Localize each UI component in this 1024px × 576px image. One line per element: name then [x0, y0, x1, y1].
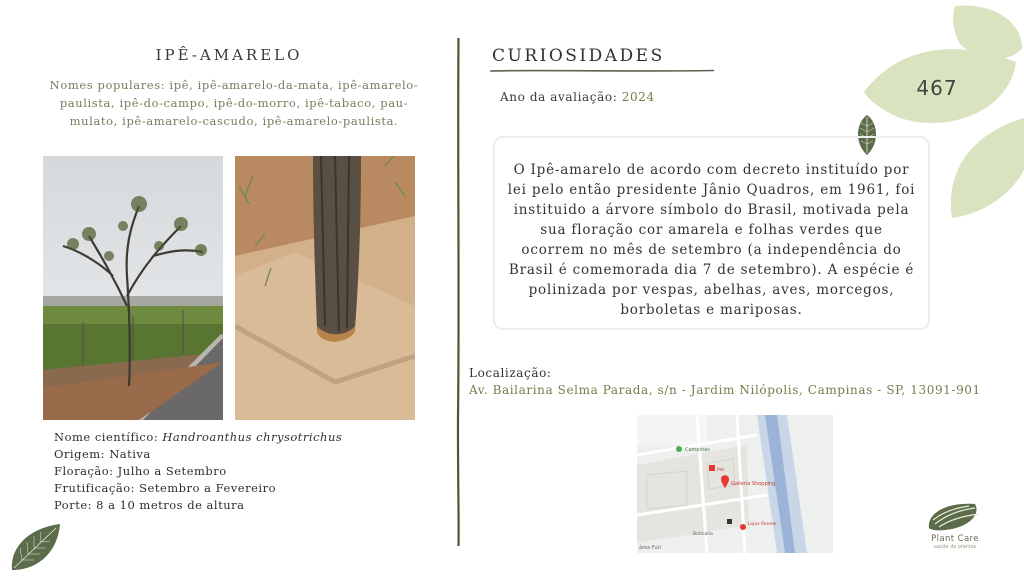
- logo-leaf-icon: [925, 500, 985, 532]
- map-pin-store-icon: [709, 465, 715, 471]
- curiosities-title: CURIOSIDADES: [492, 46, 665, 66]
- page-number: 467: [916, 76, 958, 100]
- species-facts: [54, 429, 342, 514]
- curiosity-text: O Ipê-amarelo de acordo com decreto instituído por lei pelo então presidente Jânio Quadros, em 1961, foi instituido a árvore símbolo do Brasil, motivada pela sua floração cor amarela e folhas verdes que ocorrem no mês de setembro (a independência do Brasil é comemorada dia 7 de setembro). A espécie é polinizada por vespas, abelhas, aves, morcegos, borboletas e mariposas.: [507, 162, 916, 318]
- location-address: Av. Bailarina Selma Parada, s/n - Jardim Nilópolis, Campinas - SP, 13091-901: [469, 383, 981, 397]
- fact-flowering: Floração: Julho a Setembro: [54, 464, 227, 478]
- map-label-pet: Pet: [717, 468, 725, 473]
- evaluation-year: Ano da avaliação: 2024: [500, 90, 655, 104]
- species-title: IPÊ-AMARELO: [155, 46, 303, 64]
- decorative-leaf-bottom-left: [6, 520, 62, 572]
- popular-names: Nomes populares: ipê, ipê-amarelo-da-mata, ipê-amarelo-paulista, ipê-do-campo, ipê-do-morro, ipê-tabaco, pau-mulato, ipê-amarelo-cascudo, ipê-amarelo-paulista.: [49, 78, 419, 128]
- location-label: Localização:: [469, 366, 552, 380]
- logo-tagline: saúde de plantas: [933, 544, 977, 550]
- map-label-area: área Futi: [639, 545, 661, 551]
- trunk-photo: [235, 156, 415, 420]
- fact-scientific-name: Nome científico: Handroanthus chrysotrichus: [54, 430, 343, 444]
- fact-fruiting: Frutificação: Setembro a Fevereiro: [54, 481, 276, 495]
- map-label-renner: Lojas Renner: [748, 522, 777, 527]
- map-label-galleria: Galleria Shopping: [731, 481, 776, 487]
- tree-photo: [43, 156, 223, 420]
- fact-origin: Origem: Nativa: [54, 447, 151, 461]
- column-divider: [456, 38, 461, 546]
- map-pin-renner-icon: [740, 524, 746, 530]
- location-map[interactable]: [637, 415, 833, 553]
- map-label-boticario: Boticário: [693, 532, 713, 537]
- map-label-campinas: Campinas: [685, 447, 710, 453]
- map-pin-green-icon: [676, 446, 682, 452]
- title-underline: [490, 68, 714, 74]
- fact-size: Porte: 8 a 10 metros de altura: [54, 498, 245, 512]
- logo-name: Plant Care: [931, 534, 979, 544]
- map-poi-icon: [727, 519, 732, 524]
- scientific-name-value: Handroanthus chrysotrichus: [162, 430, 343, 444]
- plant-care-logo: [912, 500, 998, 570]
- curiosity-text-box: [493, 136, 930, 330]
